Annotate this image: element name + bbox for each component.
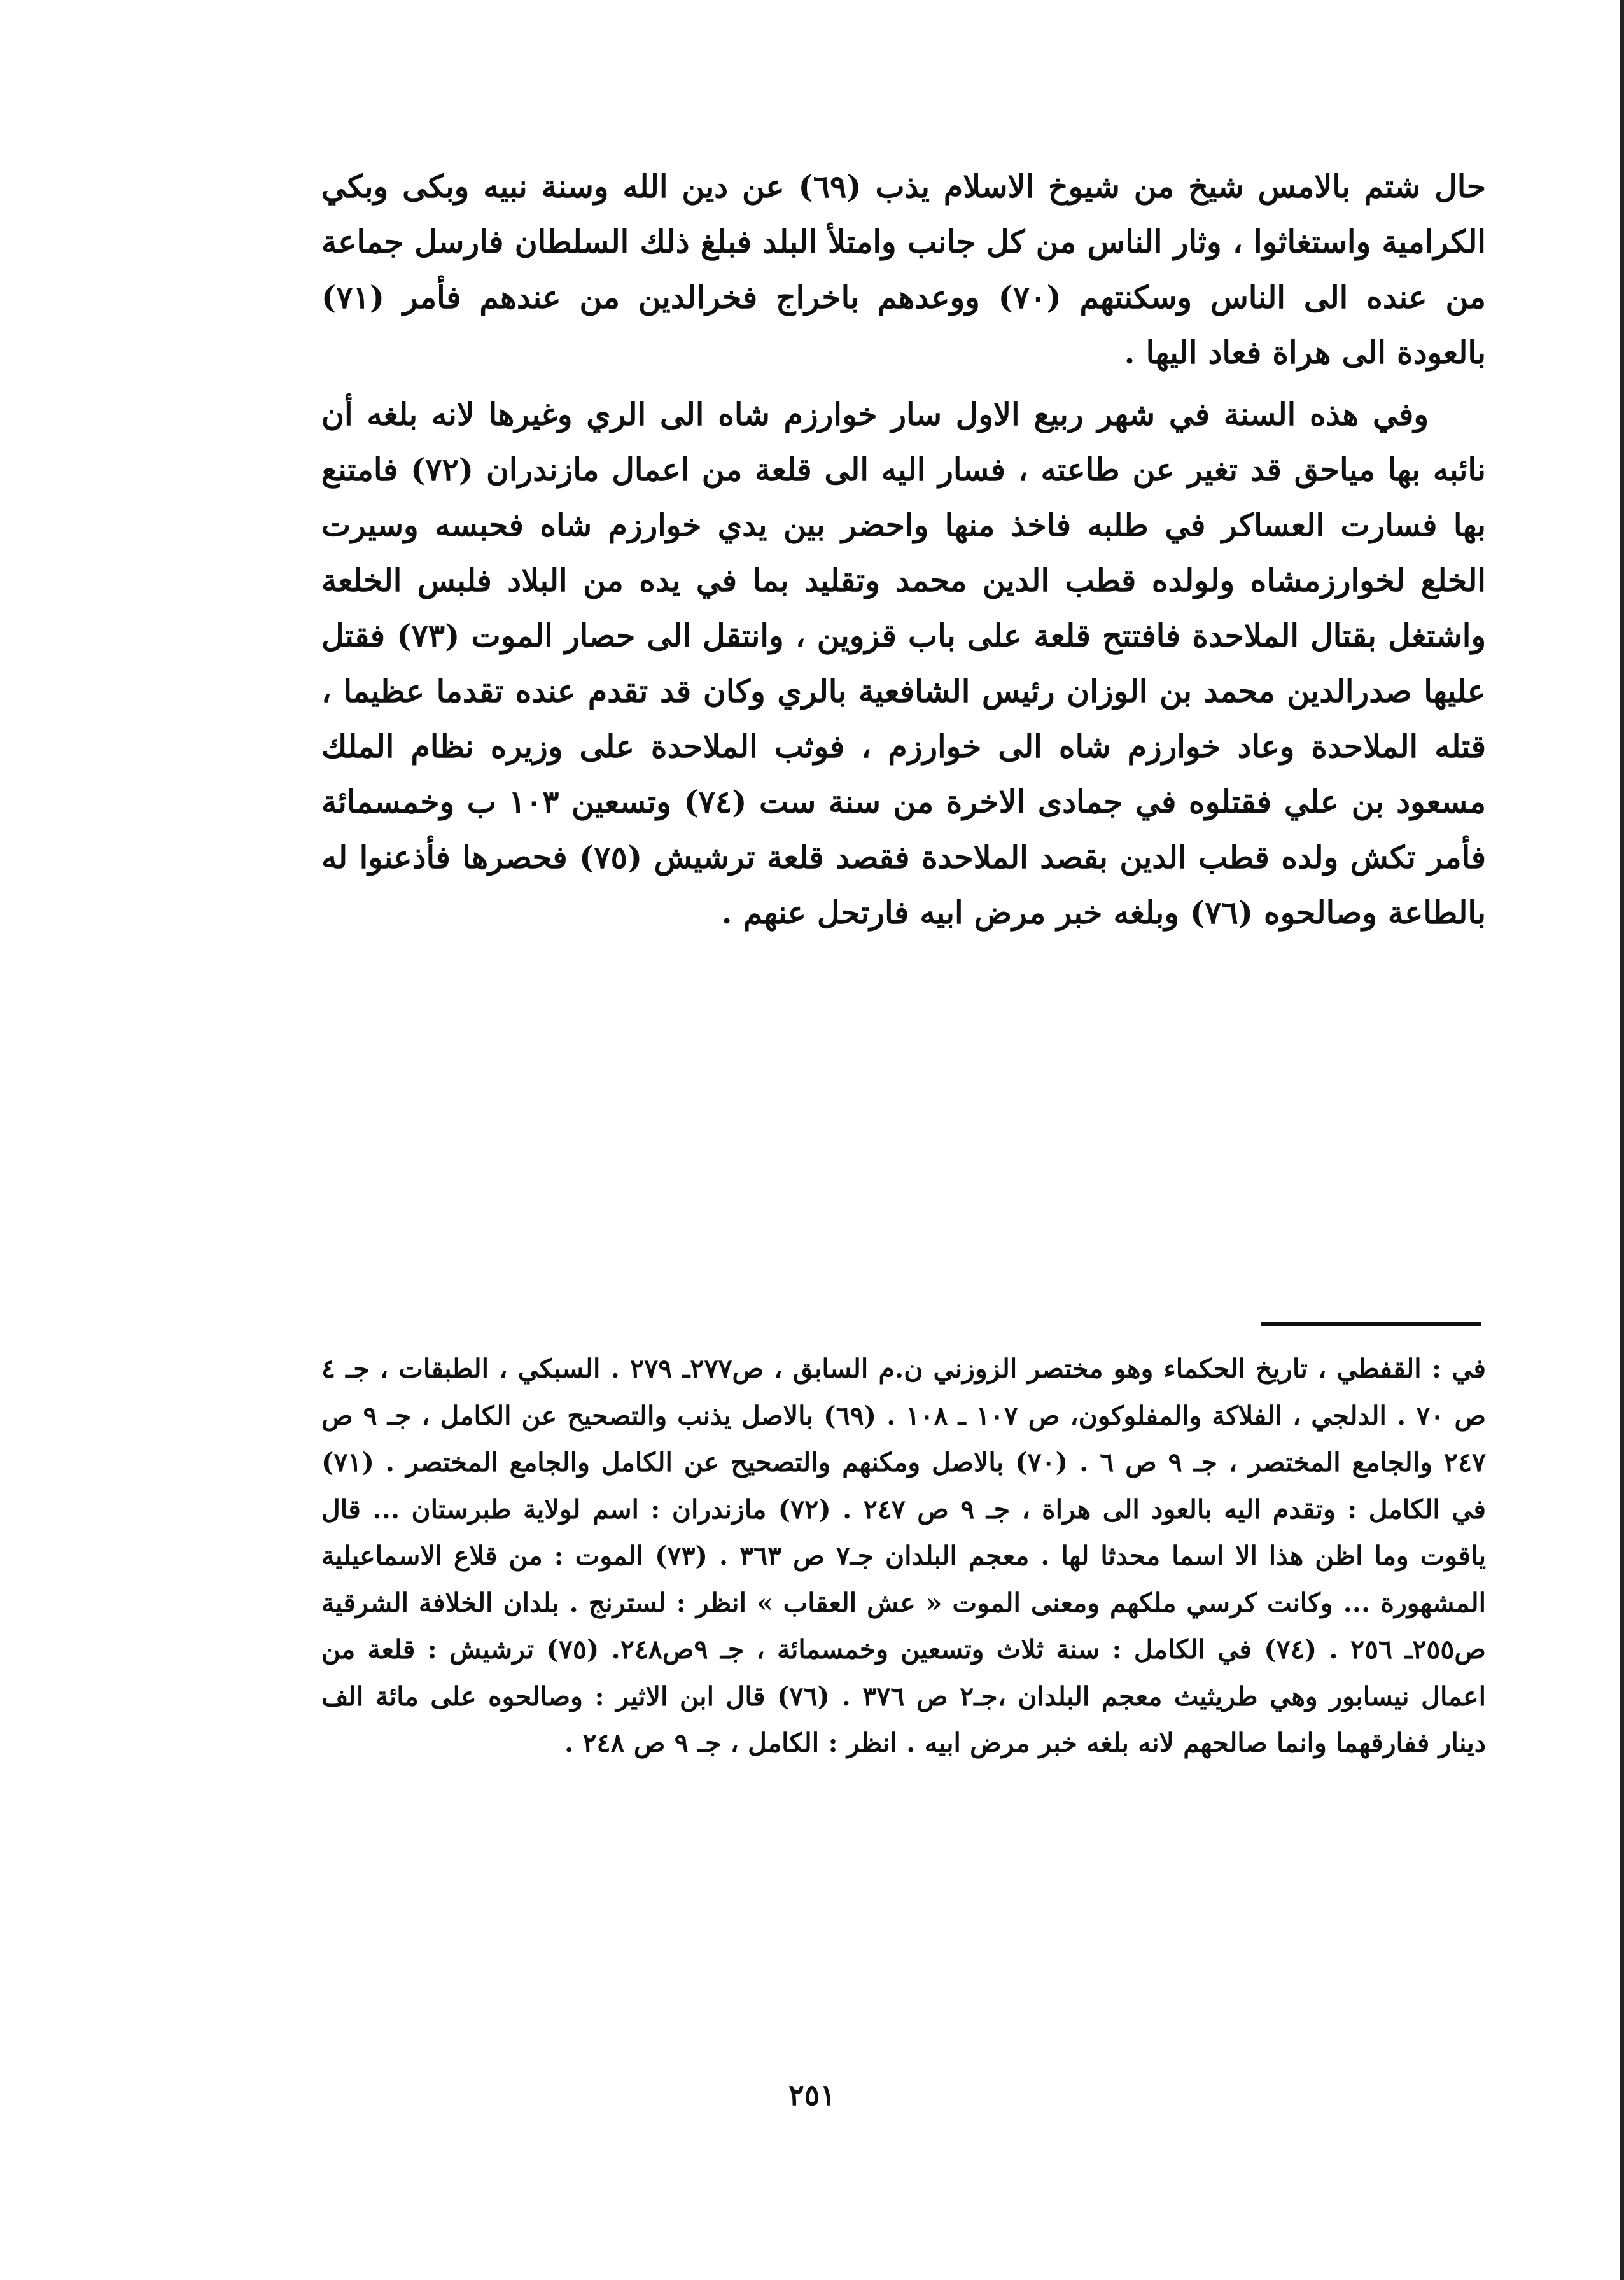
body-text [321,159,1486,941]
paragraph-2: وفي هذه السنة في شهر ربيع الاول سار خوارزم شاه الى الري وغيرها لانه بلغه أن نائبه بها مياحق قد تغير عن طاعته ، فسار اليه الى قلعة من اعمال مازندران (٧٢) فامتنع بها فسارت العساكر في طلبه فاخذ منها واحضر بين يدي خوارزم شاه فحبسه وسيرت الخلع لخوارزمشاه ولولده قطب الدين محمد وتقليد بما في يده من البلاد فلبس الخلعة واشتغل بقتال الملاحدة فافتتح قلعة على باب قزوين ، وانتقل الى حصار الموت (٧٣) فقتل عليها صدرالدين محمد بن الوزان رئيس الشافعية بالري وكان قد تقدم عنده تقدما عظيما ، قتله الملاحدة وعاد خوارزم شاه الى خوارزم ، فوثب الملاحدة على وزيره نظام الملك مسعود بن علي فقتلوه في جمادى الاخرة من سنة ست (٧٤) وتسعين ١٠٣ ب وخمسمائة فأمر تكش ولده قطب الدين بقصد الملاحدة فقصد قلعة ترشيش (٧٥) فحصرها فأذعنوا له بالطاعة وصالحوه (٧٦) وبلغه خبر مرض ابيه فارتحل عنهم . [321,396,1487,931]
footnotes-text: في : القفطي ، تاريخ الحكماء وهو مختصر الزوزني ن.م السابق ، ص٢٧٧ـ ٢٧٩ . السبكي ، الطبقات ، جـ ٤ ص ٧٠ . الدلجي ، الفلاكة والمفلوكون، ص ١٠٧ ـ ١٠٨ . (٦٩) بالاصل يذنب والتصحيح عن الكامل ، جـ ٩ ص ٢٤٧ والجامع المختصر ، جـ ٩ ص ٦ . (٧٠) بالاصل ومكنهم والتصحيح عن الكامل والجامع المختصر . (٧١) في الكامل : وتقدم اليه بالعود الى هراة ، جـ ٩ ص ٢٤٧ . (٧٢) مازندران : اسم لولاية طبرستان ... قال ياقوت وما اظن هذا الا اسما محدثا لها . معجم البلدان جـ٧ ص ٣٦٣ . (٧٣) الموت : من قلاع الاسماعيلية المشهورة ... وكانت كرسي ملكهم ومعنى الموت « عش العقاب » انظر : لسترنج . بلدان الخلافة الشرقية ص٢٥٥ـ ٢٥٦ . (٧٤) في الكامل : سنة ثلاث وتسعين وخمسمائة ، جـ ٩ص٢٤٨. (٧٥) ترشيش : قلعة من اعمال نيسابور وهي طريثيث معجم البلدان ،جـ٢ ص ٣٧٦ . (٧٦) قال ابن الاثير : وصالحوه على مائة الف دينار ففارقهما وانما صالحهم لانه بلغه خبر مرض ابيه . انظر : الكامل ، جـ ٩ ص ٢٤٨ . [321,1353,1487,1758]
page-edge-line [1620,0,1624,2280]
page-number: ٢٥١ [788,2078,836,2112]
footnotes [321,1346,1486,1767]
footnote-separator [1261,1322,1481,1326]
paragraph-1: حال شتم بالامس شيخ من شيوخ الاسلام يذب (٦٩) عن دين الله وسنة نبيه وبكى وبكي الكرامية واستغاثوا ، وثار الناس من كل جانب وامتلأ البلد فبلغ ذلك السلطان فارسل جماعة من عنده الى الناس وسكنتهم (٧٠) ووعدهم باخراج فخرالدين من عندهم فأمر (٧١) بالعودة الى هراة فعاد اليها . [321,168,1486,371]
